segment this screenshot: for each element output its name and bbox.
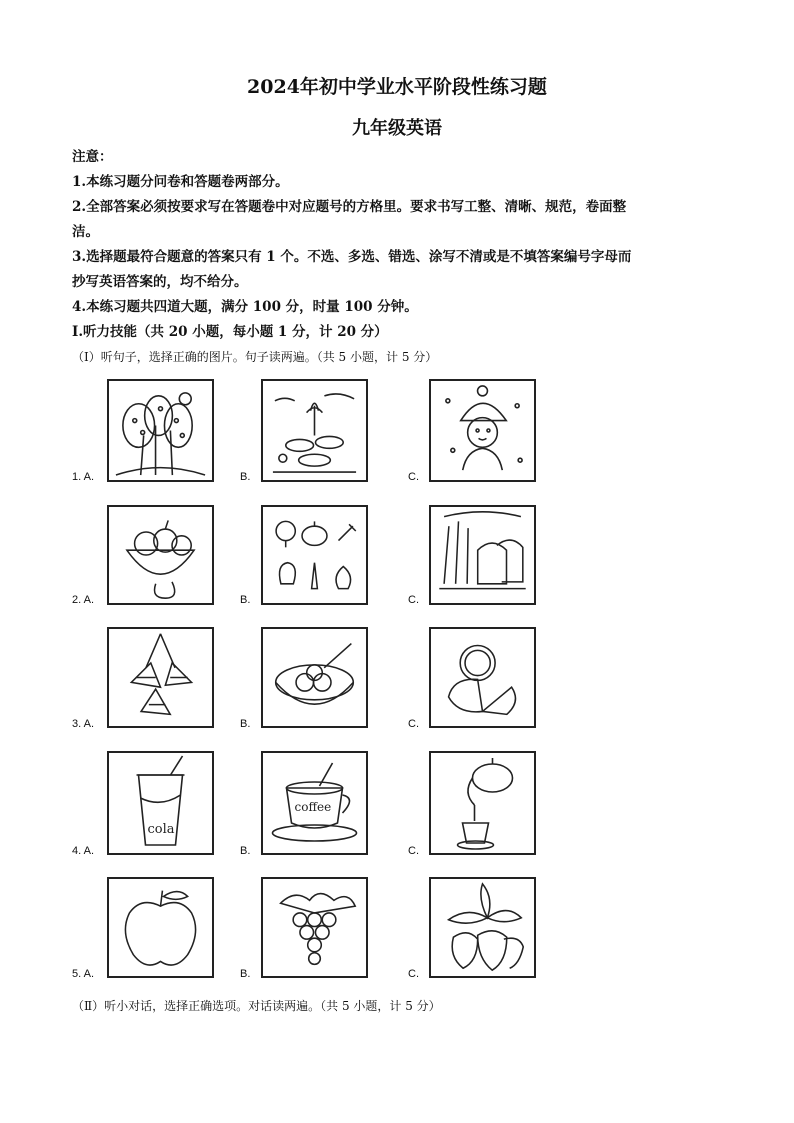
winter-girl-icon (429, 379, 536, 482)
q5-label-a: 5. A. (72, 968, 95, 980)
q1-label-a: 1. A. (72, 471, 95, 483)
grapes-icon (261, 877, 368, 978)
q1-label-b: B. (240, 471, 251, 483)
cola-cup-icon (107, 751, 214, 855)
page-title: 2024年初中学业水平阶段性练习题 (247, 76, 547, 98)
note-3-line-2: 抄写英语答案的，均不给分。 (72, 274, 248, 290)
apple-icon (107, 877, 214, 978)
tea-pot-icon (429, 751, 536, 855)
coffee-cup-icon (261, 751, 368, 855)
zongzi-icon (107, 627, 214, 728)
coffee-label: coffee (294, 800, 332, 814)
q3-label-a: 3. A. (72, 718, 95, 730)
section-1-heading: Ⅰ.听力技能（共 20 小题，每小题 1 分，计 20 分） (72, 324, 388, 340)
fruit-basket-icon (107, 505, 214, 605)
mooncake-icon (429, 627, 536, 728)
part-2-instructions: （Ⅱ）听小对话，选择正确选项。对话读两遍。（共 5 小题，计 5 分） (72, 999, 441, 1013)
note-2-line-2: 洁。 (72, 224, 99, 240)
part-1-instructions: （Ⅰ）听句子，选择正确的图片。句子读两遍。（共 5 小题，计 5 分） (72, 350, 438, 364)
page-subtitle: 九年级英语 (352, 118, 442, 139)
spring-trees-icon (107, 379, 214, 482)
notes-heading: 注意： (72, 149, 113, 165)
note-2-line-1: 2.全部答案必须按要求写在答题卷中对应题号的方格里。要求书写工整、清晰、规范，卷面整 (72, 199, 627, 215)
summer-lotus-pond-icon (261, 379, 368, 482)
note-3-line-1: 3.选择题最符合题意的答案只有 1 个。不选、多选、错选、涂写不清或是不填答案编号字母而 (72, 249, 632, 265)
q5-label-b: B. (240, 968, 251, 980)
q1-label-c: C. (408, 471, 419, 483)
q3-label-b: B. (240, 718, 251, 730)
note-1: 1.本练习题分问卷和答题卷两部分。 (72, 174, 289, 190)
q3-label-c: C. (408, 718, 419, 730)
q4-label-b: B. (240, 845, 251, 857)
q2-label-c: C. (408, 594, 419, 606)
strawberries-icon (429, 877, 536, 978)
vegetables-icon (261, 505, 368, 605)
q5-label-c: C. (408, 968, 419, 980)
dumplings-bowl-icon (261, 627, 368, 728)
q2-label-b: B. (240, 594, 251, 606)
bread-and-wheat-icon (429, 505, 536, 605)
note-4: 4.本练习题共四道大题，满分 100 分，时量 100 分钟。 (72, 299, 418, 315)
q4-label-a: 4. A. (72, 845, 95, 857)
q4-label-c: C. (408, 845, 419, 857)
q2-label-a: 2. A. (72, 594, 95, 606)
cola-label: cola (147, 822, 175, 837)
